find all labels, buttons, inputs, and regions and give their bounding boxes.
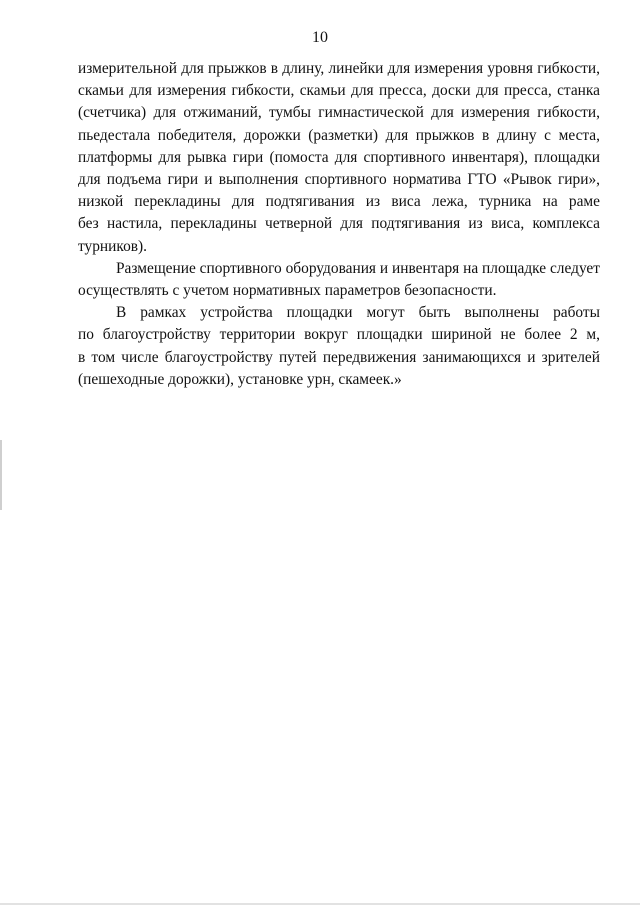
text-line: В рамках устройства площадки могут быть выполнены работы [116, 304, 600, 322]
text-line: пьедестала победителя, дорожки (разметки) для прыжков в длину с места, [78, 126, 600, 144]
text-line: Размещение спортивного оборудования и инвентаря на площадке следует [116, 259, 600, 277]
text-line: по благоустройству территории вокруг площадки шириной не более 2 м, [78, 326, 600, 344]
document-body [78, 58, 600, 391]
text-line: низкой перекладины для подтягивания из виса лежа, турника на раме [78, 193, 600, 211]
text-line: измерительной для прыжков в длину, линейки для измерения уровня гибкости, [78, 60, 600, 77]
page-number: 10 [312, 29, 328, 46]
paragraph-improvement [78, 302, 600, 391]
paragraph-placement [78, 258, 600, 302]
text-line: для подъема гири и выполнения спортивного норматива ГТО «Рывок гири», [78, 171, 600, 189]
text-line: платформы для рывка гири (помоста для спортивного инвентаря), площадки [78, 148, 600, 166]
text-line: (пешеходные дорожки), установке урн, скамеек.» [78, 370, 402, 388]
text-line: осуществлять с учетом нормативных параметров безопасности. [78, 282, 497, 300]
text-line: в том числе благоустройству путей передвижения занимающихся и зрителей [78, 348, 600, 366]
text-line: турников). [78, 237, 148, 255]
text-line: без настила, перекладины четверной для подтягивания из виса, комплекса [78, 215, 600, 233]
text-line: (счетчика) для отжиманий, тумбы гимнастической для измерения гибкости, [78, 104, 600, 122]
text-line: скамьи для измерения гибкости, скамьи для пресса, доски для пресса, станка [78, 82, 600, 100]
paragraph-equipment-list [78, 58, 600, 258]
scan-edge-mark [0, 440, 2, 510]
